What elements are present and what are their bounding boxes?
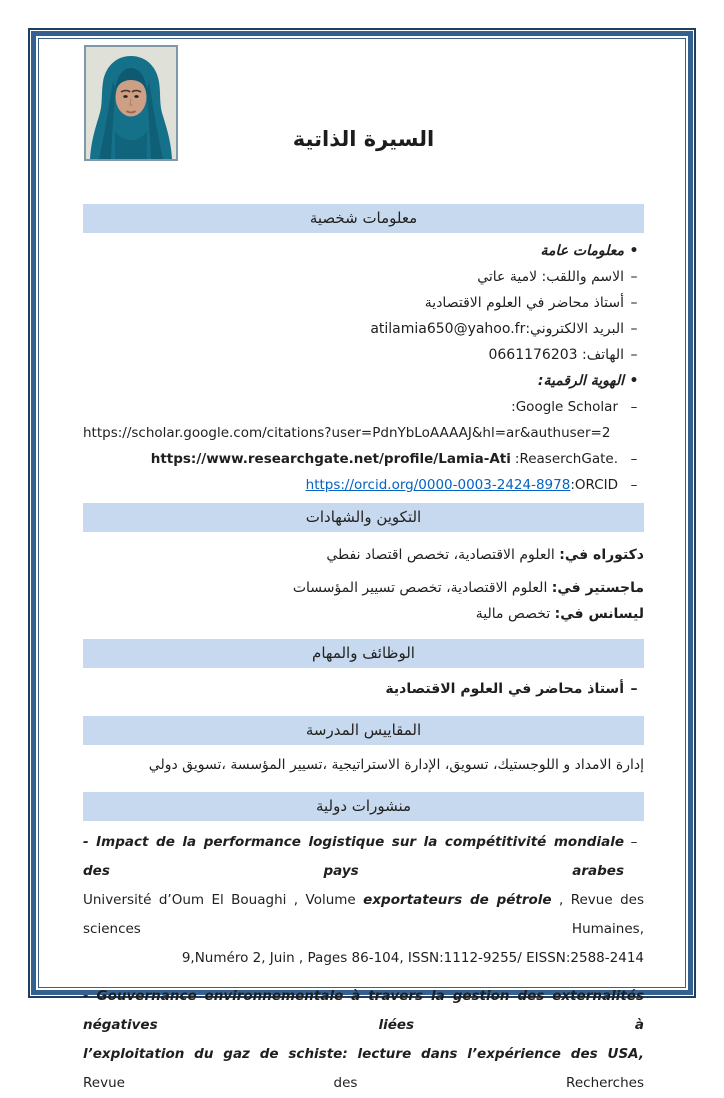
page-border-frame — [28, 28, 696, 1091]
publication-2-title-line: - Gouvernance environnementale à travers la gestion des externalités négatives liées à — [83, 988, 644, 1033]
bullet-icon: • — [629, 373, 639, 389]
researchgate-label: :ReaserchGate. — [514, 451, 618, 467]
education-item-license: ليسانس في: تخصص مالية — [475, 606, 644, 622]
section-header-jobs: الوظائف والمهام — [83, 639, 644, 668]
publication-1-line2: Université d’Oum El Bouaghi , Volume exportateurs de pétrole , Revue des sciences Humaines, — [83, 892, 644, 937]
google-scholar-item — [83, 394, 644, 420]
bullet-icon: • — [629, 243, 639, 259]
job-title-item: – أستاذ محاضر في العلوم الاقتصادية — [83, 290, 644, 316]
header-row — [83, 41, 644, 201]
dash-icon: – — [630, 477, 638, 493]
courses-item: إدارة الامداد و اللوجستيك، تسويق، الإدارة الاستراتيجية ،تسيير المؤسسة ،تسويق دولي — [148, 757, 644, 773]
publication-1-title-line: - Impact de la performance logistique sur la compétitivité mondiale des pays arabes – — [83, 828, 644, 886]
dash-icon: – — [630, 834, 638, 850]
dash-icon: – — [630, 269, 638, 285]
dash-icon: – — [630, 399, 638, 415]
dash-icon: – — [630, 321, 638, 337]
publication-1 — [83, 828, 644, 973]
general-info-item: • معلومات عامة — [83, 238, 644, 264]
digital-identity-item: • الهوية الرقمية: — [83, 368, 644, 394]
section-header-courses: المقاييس المدرسة — [83, 716, 644, 745]
email-label: البريد الالكتروني: — [525, 321, 624, 337]
education-item-doctorate: دكتوراه في: العلوم الاقتصادية، تخصص اقتصاد نفطي — [326, 547, 644, 563]
email-value: atilamia650@yahoo.fr — [370, 321, 526, 337]
job-item: – أستاذ محاضر في العلوم الاقتصادية — [83, 676, 644, 702]
section-header-personal: معلومات شخصية — [83, 204, 644, 233]
publication-1-line3: 9,Numéro 2, Juin , Pages 86-104, ISSN:1112-9255/ EISSN:2588-2414 — [181, 950, 644, 966]
name-item: – الاسم واللقب: لامية عاتي — [83, 264, 644, 290]
google-scholar-url[interactable]: https://scholar.google.com/citations?user=PdnYbLoAAAAJ&hl=ar&authuser=2 — [83, 425, 611, 441]
orcid-link[interactable]: https://orcid.org/0000-0003-2424-8978 — [305, 477, 571, 493]
orcid-item — [83, 472, 644, 498]
email-item — [83, 316, 644, 342]
page-title: السيرة الذاتية — [292, 127, 435, 151]
researchgate-url[interactable]: https://www.researchgate.net/profile/Lamia-Ati — [150, 451, 511, 467]
section-header-publications: منشورات دولية — [83, 792, 644, 821]
personal-info-list — [83, 233, 644, 498]
publication-2 — [83, 982, 644, 1098]
publication-2-line2: l’exploitation du gaz de schiste: lecture dans l’expérience des USA, Revue des Recherches — [83, 1046, 644, 1091]
cv-content — [39, 39, 685, 1091]
researchgate-item — [83, 446, 644, 472]
education-item-magister: ماجستير في: العلوم الاقتصادية، تخصص تسيير المؤسسات — [292, 580, 644, 596]
section-header-education: التكوين والشهادات — [83, 503, 644, 532]
google-scholar-label: :Google Scholar — [511, 399, 618, 415]
dash-icon: – — [630, 681, 638, 697]
dash-icon: – — [630, 295, 638, 311]
phone-item: – الهاتف: 0661176203 — [83, 342, 644, 368]
dash-icon: – — [630, 347, 638, 363]
orcid-label: :ORCID — [570, 477, 618, 493]
dash-icon: – — [630, 451, 638, 467]
